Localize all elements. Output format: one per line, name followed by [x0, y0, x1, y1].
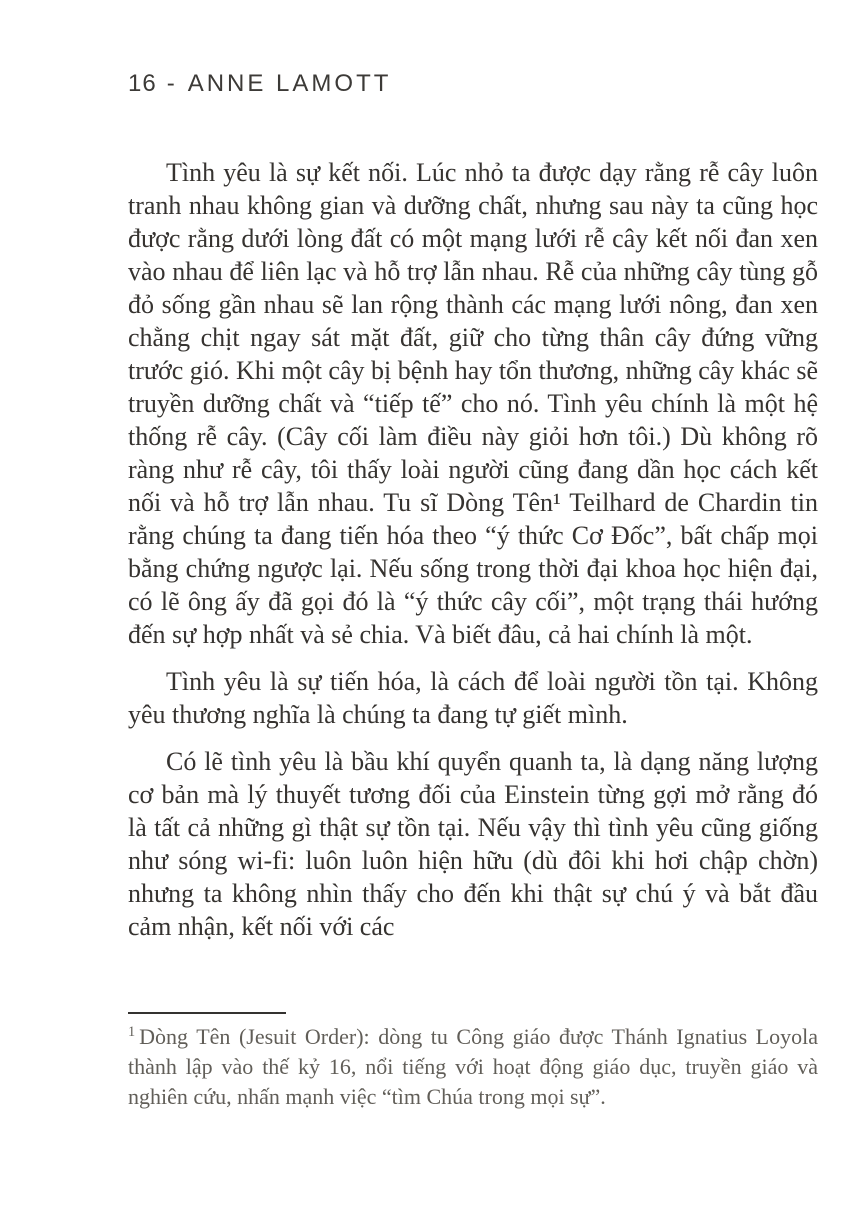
- footnote: [128, 1012, 818, 1112]
- paragraph-3: Có lẽ tình yêu là bầu khí quyển quanh ta, là dạng năng lượng cơ bản mà lý thuyết tương đối của Einstein từng gợi mở rằng đó là tất cả những gì thật sự tồn tại. Nếu vậy thì tình yêu cũng giống như sóng wi-fi: luôn luôn hiện hữu (dù đôi khi hơi chập chờn) nhưng ta không nhìn thấy cho đến khi thật sự chú ý và bắt đầu cảm nhận, kết nối với các: [128, 747, 818, 941]
- running-header: [128, 70, 391, 98]
- footnote-text-line: [128, 1022, 818, 1112]
- footnote-text: Dòng Tên (Jesuit Order): dòng tu Công giáo được Thánh Ignatius Loyola thành lập vào thế kỷ 16, nổi tiếng với hoạt động giáo dục, truyền giáo và nghiên cứu, nhấn mạnh việc “tìm Chúa trong mọi sự”.: [128, 1024, 818, 1109]
- footnote-marker: 1: [128, 1023, 136, 1040]
- paragraph-1: Tình yêu là sự kết nối. Lúc nhỏ ta được dạy rằng rễ cây luôn tranh nhau không gian và dưỡng chất, nhưng sau này ta cũng học được rằng dưới lòng đất có một mạng lưới rễ cây kết nối đan xen vào nhau để liên lạc và hỗ trợ lẫn nhau. Rễ của những cây tùng gỗ đỏ sống gần nhau sẽ lan rộng thành các mạng lưới nông, đan xen chằng chịt ngay sát mặt đất, giữ cho từng thân cây đứng vững trước gió. Khi một cây bị bệnh hay tổn thương, những cây khác sẽ truyền dưỡng chất và “tiếp tế” cho nó. Tình yêu chính là một hệ thống rễ cây. (Cây cối làm điều này giỏi hơn tôi.) Dù không rõ ràng như rễ cây, tôi thấy loài người cũng đang dần học cách kết nối và hỗ trợ lẫn nhau. Tu sĩ Dòng Tên¹ Teilhard de Chardin tin rằng chúng ta đang tiến hóa theo “ý thức Cơ Đốc”, bất chấp mọi bằng chứng ngược lại. Nếu sống trong thời đại khoa học hiện đại, có lẽ ông ấy đã gọi đó là “ý thức cây cối”, một trạng thái hướng đến sự hợp nhất và sẻ chia. Và biết đâu, cả hai chính là một.: [128, 158, 818, 649]
- body-text: [128, 156, 818, 1018]
- page-number: 16: [128, 70, 157, 97]
- author-name: ANNE LAMOTT: [187, 70, 392, 97]
- header-separator: -: [166, 70, 178, 97]
- paragraph-2: Tình yêu là sự tiến hóa, là cách để loài người tồn tại. Không yêu thương nghĩa là chúng ta đang tự giết mình.: [128, 667, 818, 729]
- footnote-divider: [128, 1012, 286, 1014]
